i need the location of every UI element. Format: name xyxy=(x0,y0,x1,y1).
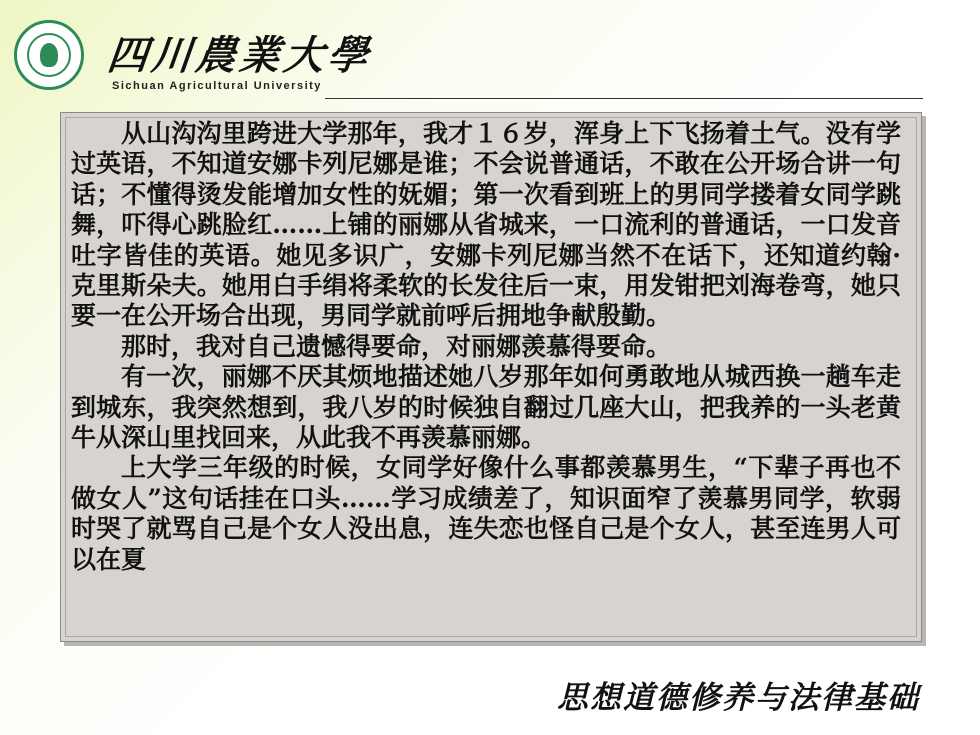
seal-inner-ring xyxy=(27,33,71,77)
paragraph: 那时，我对自己遗憾得要命，对丽娜羡慕得要命。 xyxy=(121,331,672,361)
passage-text xyxy=(71,119,901,575)
header-divider xyxy=(325,98,923,99)
university-seal-logo xyxy=(14,20,84,90)
course-title: 思想道德修养与法律基础 xyxy=(557,680,920,716)
paragraph: 从山沟沟里跨进大学那年，我才１６岁，浑身上下飞扬着土气。没有学过英语，不知道安娜卡列尼娜是谁；不会说普通话，不敢在公开场合讲一句话；不懂得烫发能增加女性的妩媚；第一次看到班上的男同学搂着女同学跳舞，吓得心跳脸红……上铺的丽娜从省城来，一口流利的普通话，一口发音吐字皆佳的英语。她见多识广，安娜卡列尼娜当然不在话下，还知道约翰·克里斯朵夫。她用白手绢将柔软的长发往后一束，用发钳把刘海卷弯，她只要一在公开场合出现，男同学就前呼后拥地争献殷勤。 xyxy=(71,119,901,331)
leaf-icon xyxy=(40,43,58,67)
university-name-en: Sichuan Agricultural University xyxy=(112,80,322,92)
passage-panel xyxy=(60,112,922,642)
paragraph: 上大学三年级的时候，女同学好像什么事都羡慕男生，“下辈子再也不做女人”这句话挂在口头……学习成绩差了，知识面窄了羡慕男同学，软弱时哭了就骂自己是个女人没出息，连失恋也怪自己是个女人，甚至连男人可以在夏 xyxy=(71,453,901,574)
paragraph: 有一次，丽娜不厌其烦地描述她八岁那年如何勇敢地从城西换一趟车走到城东，我突然想到，我八岁的时候独自翻过几座大山，把我养的一头老黄牛从深山里找回来，从此我不再羡慕丽娜。 xyxy=(71,362,901,453)
university-name-cn: 四川農業大學 xyxy=(105,32,375,79)
